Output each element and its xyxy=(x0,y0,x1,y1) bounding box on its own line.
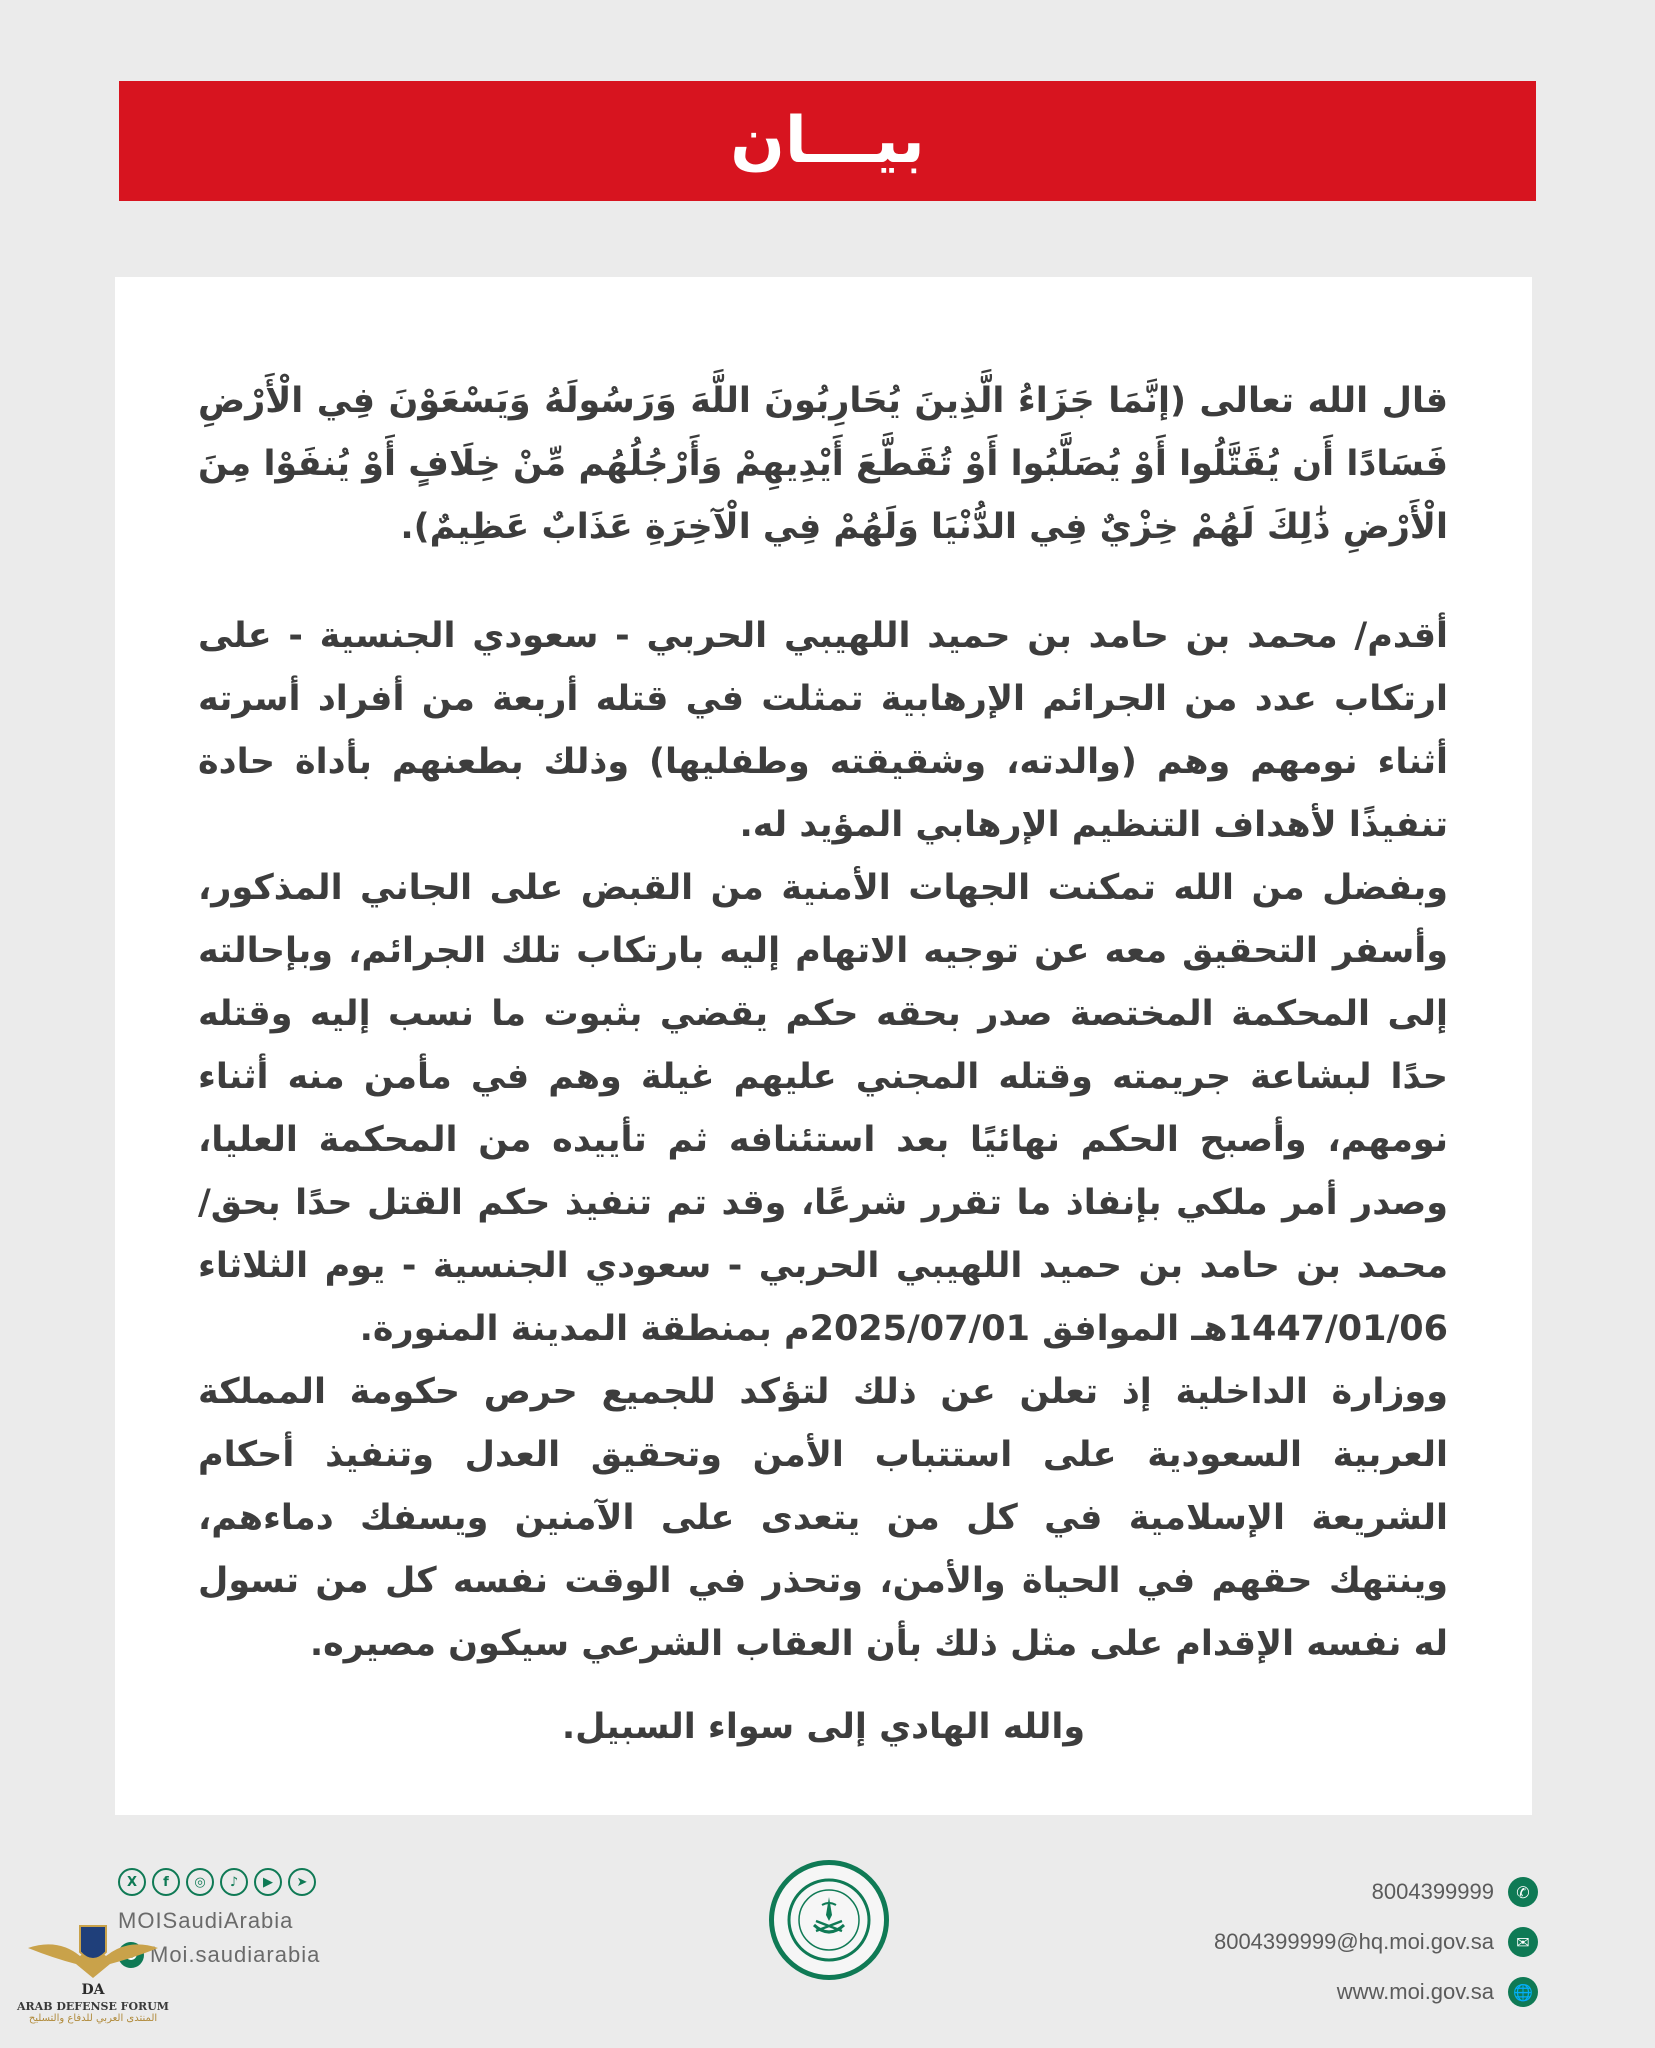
statement-paragraph-2: وبفضل من الله تمكنت الجهات الأمنية من القبض على الجاني المذكور، وأسفر التحقيق معه عن توجيه الاتهام إليه بارتكاب تلك الجرائم، وبإحالته إلى المحكمة المختصة صدر بحقه حكم يقضي بثبوت ما نسب إليه وقتله حدًا لبشاعة جريمته وقتله المجني عليهم غيلة وهم في مأمن منه أثناء نومهم، وأصبح الحكم نهائيًا بعد استئنافه ثم تأييده من المحكمة العليا، وصدر أمر ملكي بإنفاذ ما تقرر شرعًا، وقد تم تنفيذ حكم القتل حدًا بحق/ محمد بن حامد بن حميد اللهيبي الحربي - سعودي الجنسية - يوم الثلاثاء 1447/01/06هـ الموافق 2025/07/01م بمنطقة المدينة المنورة. xyxy=(198,868,1448,1349)
email-icon: ✉ xyxy=(1508,1927,1538,1957)
forum-initials: DA xyxy=(81,1982,105,1998)
forum-name: ARAB DEFENSE FORUM xyxy=(17,2000,169,2013)
statement-card xyxy=(115,277,1532,1815)
eagle-shield-icon xyxy=(18,1918,168,1998)
moi-emblem-logo xyxy=(769,1860,889,1980)
closing-line: والله الهادي إلى سواء السبيل. xyxy=(561,1707,1086,1747)
contact-info xyxy=(1098,1870,1538,2020)
statement-body xyxy=(198,370,1448,1676)
emblem-icon xyxy=(784,1875,874,1965)
forum-subtitle: المنتدى العربي للدفاع والتسليح xyxy=(28,2013,158,2024)
statement-title: بيـــان xyxy=(730,104,925,178)
forum-watermark-logo xyxy=(8,1918,178,2046)
youtube-icon[interactable]: ▶ xyxy=(254,1868,282,1896)
phone-number[interactable]: 8004399999 xyxy=(1371,1879,1494,1904)
snapchat-handle[interactable]: Moi.saudiarabia xyxy=(150,1942,321,1967)
social-icons-row xyxy=(118,1868,348,1896)
globe-icon: 🌐 xyxy=(1508,1977,1538,2007)
social-handle[interactable]: MOISaudiArabia xyxy=(118,1908,294,1933)
phone-row[interactable] xyxy=(1098,1870,1538,1914)
telegram-icon[interactable]: ➤ xyxy=(288,1868,316,1896)
statement-paragraph-1: أقدم/ محمد بن حامد بن حميد اللهيبي الحربي - سعودي الجنسية - على ارتكاب عدد من الجرائم الإرهابية تمثلت في قتله أربعة من أفراد أسرته أثناء نومهم وهم (والدته، وشقيقته وطفليها) وذلك بطعنهم بأداة حادة تنفيذًا لأهداف التنظيم الإرهابي المؤيد له. xyxy=(198,616,1448,845)
statement-paragraph-3: ووزارة الداخلية إذ تعلن عن ذلك لتؤكد للجميع حرص حكومة المملكة العربية السعودية على استتباب الأمن وتحقيق العدل وتنفيذ أحكام الشريعة الإسلامية في كل من يتعدى على الآمنين ويسفك دماءهم، وينتهك حقهم في الحياة والأمن، وتحذر في الوقت نفسه كل من تسول له نفسه الإقدام على مثل ذلك بأن العقاب الشرعي سيكون مصيره. xyxy=(198,1372,1448,1664)
phone-icon: ✆ xyxy=(1508,1877,1538,1907)
email-row[interactable] xyxy=(1098,1920,1538,1964)
x-icon[interactable]: X xyxy=(118,1868,146,1896)
instagram-icon[interactable]: ◎ xyxy=(186,1868,214,1896)
facebook-icon[interactable]: f xyxy=(152,1868,180,1896)
email-address[interactable]: 8004399999@hq.moi.gov.sa xyxy=(1213,1929,1494,1954)
tiktok-icon[interactable]: ♪ xyxy=(220,1868,248,1896)
website-row[interactable] xyxy=(1098,1970,1538,2014)
quran-verse: قال الله تعالى (إنَّمَا جَزَاءُ الَّذِينَ يُحَارِبُونَ اللَّهَ وَرَسُولَهُ وَيَسْعَوْنَ فِي الْأَرْضِ فَسَادًا أَن يُقَتَّلُوا أَوْ يُصَلَّبُوا أَوْ تُقَطَّعَ أَيْدِيهِمْ وَأَرْجُلُهُم مِّنْ خِلَافٍ أَوْ يُنفَوْا مِنَ الْأَرْضِ ذَٰلِكَ لَهُمْ خِزْيٌ فِي الدُّنْيَا وَلَهُمْ فِي الْآخِرَةِ عَذَابٌ عَظِيمٌ). xyxy=(198,381,1448,547)
website-link[interactable]: www.moi.gov.sa xyxy=(1336,1979,1494,2004)
statement-header-bar xyxy=(119,81,1536,201)
